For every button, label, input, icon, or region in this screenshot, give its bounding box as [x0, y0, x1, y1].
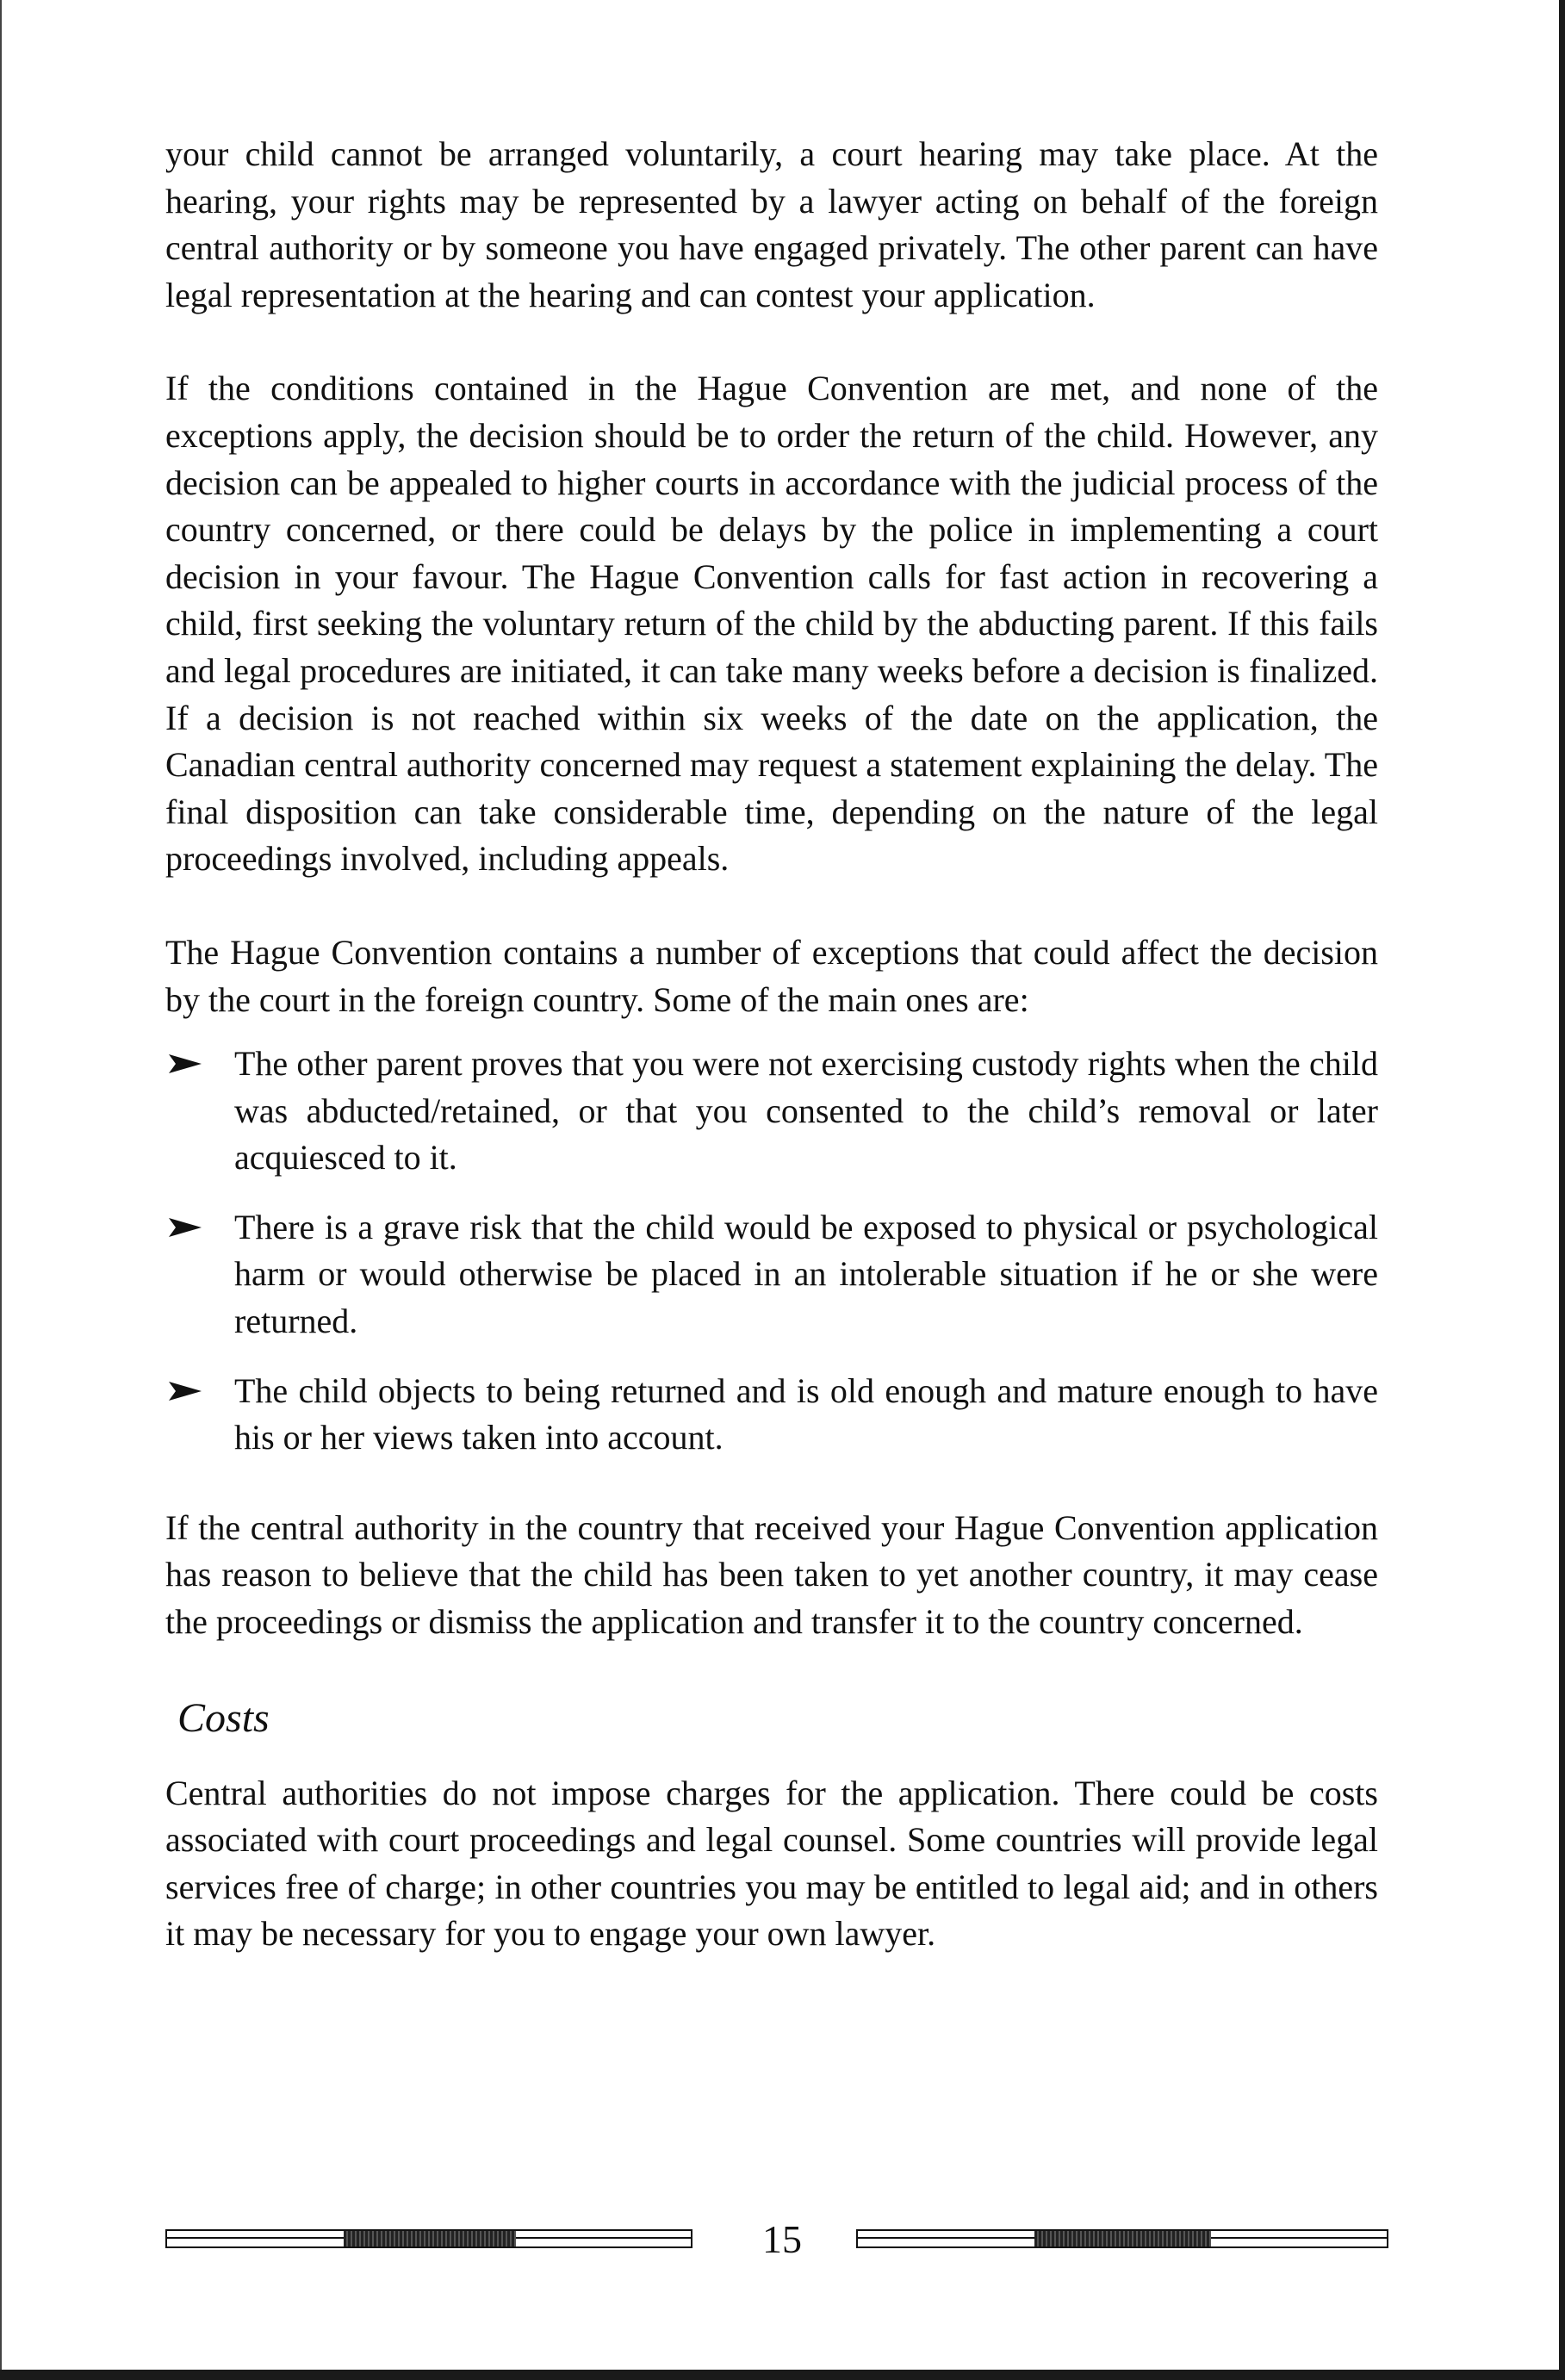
page-footer: [165, 2217, 1388, 2261]
arrowhead-bullet-icon: [167, 1368, 205, 1414]
exception-text: There is a grave risk that the child would be exposed to physical or psychological harm or would otherwise be placed in an intolerable situation if he or she were returned.: [234, 1207, 1378, 1341]
section-heading-costs: Costs: [177, 1694, 270, 1741]
exceptions-list: [165, 1041, 1378, 1462]
arrowhead-bullet-icon: [167, 1204, 205, 1251]
paragraph-court-hearing: your child cannot be arranged voluntarily, a court hearing may take place. At the hearing, your rights may be represented by a lawyer acting on behalf of the foreign central authority or by someone you have engaged privately. The other parent can have legal representation at the hearing and can contest your application.: [165, 134, 1378, 314]
list-item: [165, 1041, 1378, 1182]
page-body: [165, 131, 1378, 1958]
paragraph-transfer: If the central authority in the country that received your Hague Convention application has reason to believe that the child has been taken to yet another country, it may cease the proceedings or dismiss the application and transfer it to the country concerned.: [165, 1507, 1378, 1642]
page-edge-left: [0, 0, 2, 2380]
paragraph-exceptions-intro: The Hague Convention contains a number of exceptions that could affect the decision by the court in the foreign country. Some of the main ones are:: [165, 932, 1378, 1019]
page-edge-bottom: [0, 2370, 1565, 2380]
exception-text: The child objects to being returned and is old enough and mature enough to have his or her views taken into account.: [234, 1370, 1378, 1457]
arrowhead-bullet-icon: [167, 1041, 205, 1087]
paragraph-costs: Central authorities do not impose charges for the application. There could be costs associated with court proceedings and legal counsel. Some countries will provide legal services free of charge; in other countries you may be entitled to legal aid; and in others it may be necessary for you to engage your own lawyer.: [165, 1773, 1378, 1954]
paragraph-decision: If the conditions contained in the Hague Convention are met, and none of the exceptions apply, the decision should be to order the return of the child. However, any decision can be appealed to higher courts in accordance with the judicial process of the country concerned, or there could be delays by the police in implementing a court decision in your favour. The Hague Convention calls for fast action in recovering a child, first seeking the voluntary return of the child by the abducting parent. If this fails and legal procedures are initiated, it can take many weeks before a decision is finalized. If a decision is not reached within six weeks of the date on the application, the Canadian central authority concerned may request a statement explaining the delay. The final disposition can take considerable time, depending on the nature of the legal proceedings involved, including appeals.: [165, 369, 1378, 879]
page-edge-right: [1559, 0, 1565, 2380]
page-number: 15: [762, 2217, 802, 2261]
footer-rule-left: [165, 2229, 692, 2248]
list-item: [165, 1204, 1378, 1345]
exception-text: The other parent proves that you were not exercising custody rights when the child was abducted/retained, or that you consented to the child’s removal or later acquiesced to it.: [234, 1044, 1378, 1178]
footer-rule-right: [856, 2229, 1388, 2248]
list-item: [165, 1368, 1378, 1462]
